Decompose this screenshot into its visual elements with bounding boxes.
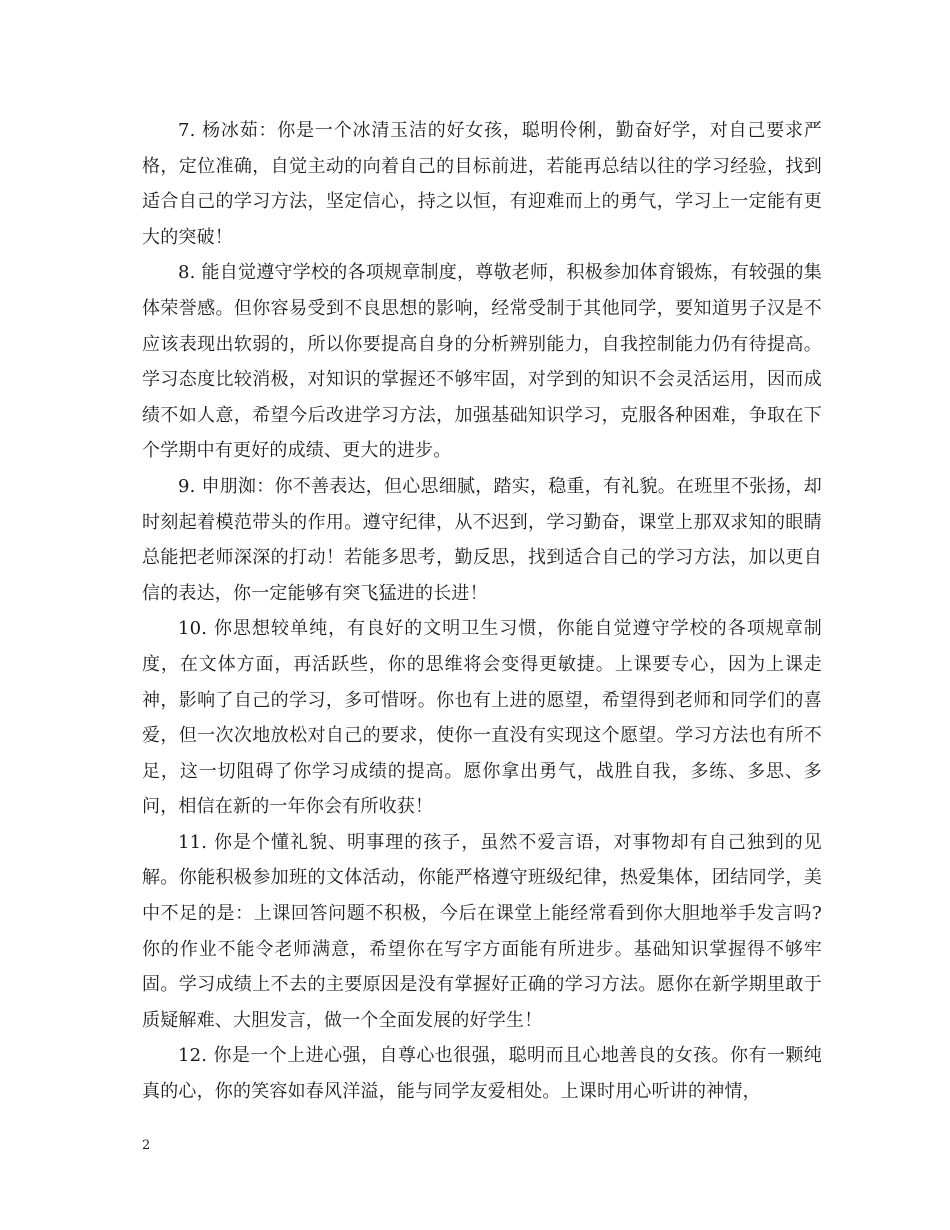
document-body — [142, 113, 822, 1110]
paragraph-10: 10. 你思想较单纯，有良好的文明卫生习惯，你能自觉遵守学校的各项规章制度，在文体方面，再活跃些，你的思维将会变得更敏捷。上课要专心，因为上课走神，影响了自己的学习，多可惜呀。你也有上进的愿望，希望得到老师和同学们的喜爱，但一次次地放松对自己的要求，使你一直没有实现这个愿望。学习方法也有所不足，这一切阻碍了你学习成绩的提高。愿你拿出勇气，战胜自我，多练、多思、多问，相信在新的一年你会有所收获！ — [142, 618, 822, 818]
page-number: 2 — [142, 1138, 151, 1153]
paragraph-8: 8. 能自觉遵守学校的各项规章制度，尊敬老师，积极参加体育锻炼，有较强的集体荣誉感。但你容易受到不良思想的影响，经常受制于其他同学，要知道男子汉是不应该表现出软弱的，所以你要提高自身的分析辨别能力，自我控制能力仍有待提高。学习态度比较消极，对知识的掌握还不够牢固，对学到的知识不会灵活运用，因而成绩不如人意，希望今后改进学习方法，加强基础知识学习，克服各种困难，争取在下个学期中有更好的成绩、更大的进步。 — [142, 262, 822, 462]
paragraph-7: 7. 杨冰茹：你是一个冰清玉洁的好女孩，聪明伶俐，勤奋好学，对自己要求严格，定位准确，自觉主动的向着自己的目标前进，若能再总结以往的学习经验，找到适合自己的学习方法，坚定信心，持之以恒，有迎难而上的勇气，学习上一定能有更大的突破！ — [142, 120, 822, 248]
paragraph-9: 9. 申朋洳：你不善表达，但心思细腻，踏实，稳重，有礼貌。在班里不张扬，却时刻起着模范带头的作用。遵守纪律，从不迟到，学习勤奋，课堂上那双求知的眼睛总能把老师深深的打动！若能多思考，勤反思，找到适合自己的学习方法，加以更自信的表达，你一定能够有突飞猛进的长进！ — [142, 475, 822, 604]
paragraph-12: 12. 你是一个上进心强，自尊心也很强，聪明而且心地善良的女孩。你有一颗纯真的心，你的笑容如春风洋溢，能与同学友爱相处。上课时用心听讲的神情， — [142, 1045, 822, 1103]
paragraph-11: 11. 你是个懂礼貌、明事理的孩子，虽然不爱言语，对事物却有自己独到的见解。你能积极参加班的文体活动，你能严格遵守班级纪律，热爱集体，团结同学，美中不足的是：上课回答问题不积极，今后在课堂上能经常看到你大胆地举手发言吗?你的作业不能令老师满意，希望你在写字方面能有所进步。基础知识掌握得不够牢固。学习成绩上不去的主要原因是没有掌握好正确的学习方法。愿你在新学期里敢于质疑解难、大胆发言，做一个全面发展的好学生！ — [142, 831, 822, 1031]
